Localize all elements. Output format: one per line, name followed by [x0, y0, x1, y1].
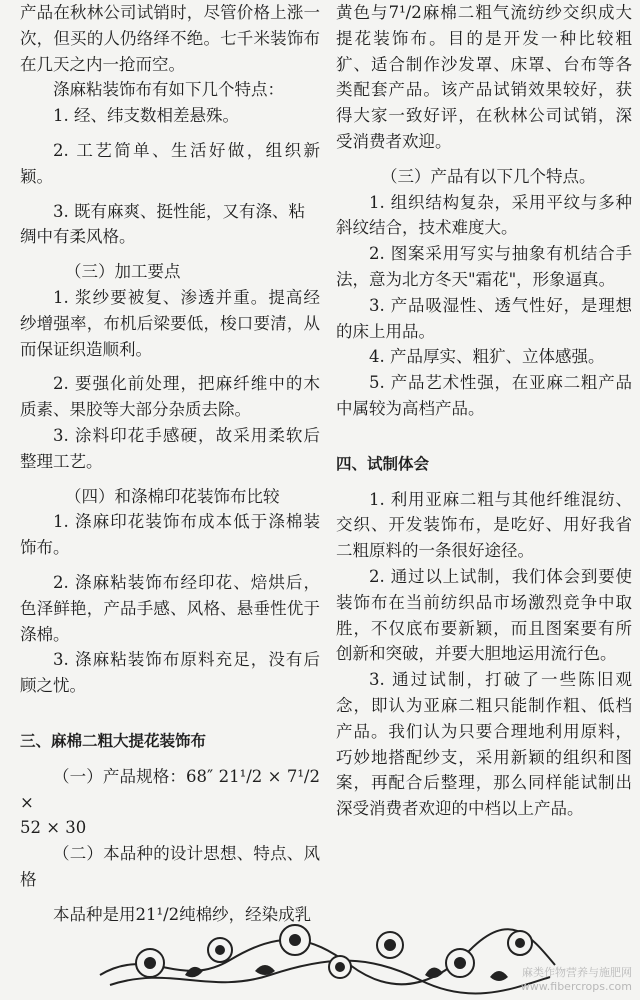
subsection-heading: （四）和涤棉印花装饰布比较	[65, 486, 280, 506]
list-item: 2. 图案采用写实与抽象有机结合手法，意为北方冬天"霜花"，形象逼真。	[336, 244, 632, 289]
list-item: 2. 通过以上试制，我们体会到要使装饰布在当前纺织品市场激烈竞争中取胜，不仅底布要新颖，而且图案要有所创新和突破，并要大胆地运用流行色。	[336, 566, 632, 664]
paragraph: 52 × 30	[20, 818, 87, 838]
section-heading: 三、麻棉二粗大提花装饰布	[20, 731, 207, 750]
subsection-heading: （三）产品有以下几个特点。	[381, 166, 596, 186]
subsection-heading: （二）本品种的设计思想、特点、风格	[20, 844, 320, 889]
list-item: 3. 涤麻粘装饰布原料充足，没有后顾之忧。	[20, 650, 320, 696]
list-item: 3. 通过试制，打破了一些陈旧观念，即认为亚麻二粗只能制作粗、低档产品。我们认为只要合理地利用原料，巧妙地搭配纱支，采用新颖的组织和图案，再配合后整理，那么同样能试制出深受消费者欢迎的中档以上产品。	[336, 670, 632, 819]
paragraph: 本品种是用21¹/2纯棉纱，经染成乳	[53, 904, 312, 924]
paragraph: 黄色与7¹/2麻棉二粗气流纺纱交织成大提花装饰布。目的是开发一种比较粗犷、适合制作沙发罩、床罩、台布等各类配套产品。该产品试销效果较好，获得大家一致好评，在秋林公司试销，深受消费者欢迎。	[336, 3, 632, 151]
list-item: 2. 要强化前处理，把麻纤维中的木质素、果胶等大部分杂质去除。	[20, 374, 320, 420]
watermark	[521, 966, 632, 994]
paragraph: 绸中有柔风格。	[20, 227, 136, 247]
list-item: 1. 利用亚麻二粗与其他纤维混纺、交织、开发装饰布，是吃好、用好我省二粗原料的一条很好途径。	[336, 489, 632, 561]
floral-ornament-icon	[90, 905, 560, 995]
list-item: 3. 既有麻爽、挺性能，又有涤、粘	[53, 201, 305, 221]
list-item: 3. 产品吸湿性、透气性好，是理想的床上用品。	[336, 295, 632, 341]
list-item: 4. 产品厚实、粗犷、立体感强。	[369, 347, 605, 367]
paragraph: （一）产品规格：68″ 21¹/2 × 7¹/2 ×	[20, 766, 320, 812]
list-item: 3. 涂料印花手感硬，故采用柔软后整理工艺。	[20, 425, 320, 471]
paragraph: 涤麻粘装饰布有如下几个特点：	[53, 80, 284, 100]
left-column	[20, 0, 320, 928]
list-item: 2. 涤麻粘装饰布经印花、焙烘后，色泽鲜艳，产品手感、风格、悬垂性优于涤棉。	[20, 572, 320, 644]
right-column	[336, 0, 632, 822]
paragraph: 产品在秋林公司试销时，尽管价格上涨一次，但买的人仍络绎不绝。七千米装饰布在几天之内一抢而空。	[20, 3, 320, 74]
list-item: 2. 工艺简单、生活好做，组织新颖。	[20, 140, 320, 186]
watermark-title: 麻类作物营养与施肥网	[522, 966, 632, 979]
list-item: 5. 产品艺术性强，在亚麻二粗产品中属较为高档产品。	[336, 373, 632, 418]
list-item: 1. 涤麻印花装饰布成本低于涤棉装饰布。	[20, 512, 320, 558]
watermark-url: www.fibercrops.com	[520, 980, 632, 993]
list-item: 1. 经、纬支数相差悬殊。	[53, 106, 239, 126]
list-item: 1. 组织结构复杂，采用平纹与多种斜纹结合，技术难度大。	[336, 192, 632, 238]
list-item: 1. 浆纱要被复、渗透并重。提高经纱增强率，布机后梁要低，梭口要清，从而保证织造顺利。	[20, 287, 320, 359]
section-heading: 四、试制体会	[336, 454, 430, 473]
subsection-heading: （三）加工要点	[65, 262, 181, 282]
